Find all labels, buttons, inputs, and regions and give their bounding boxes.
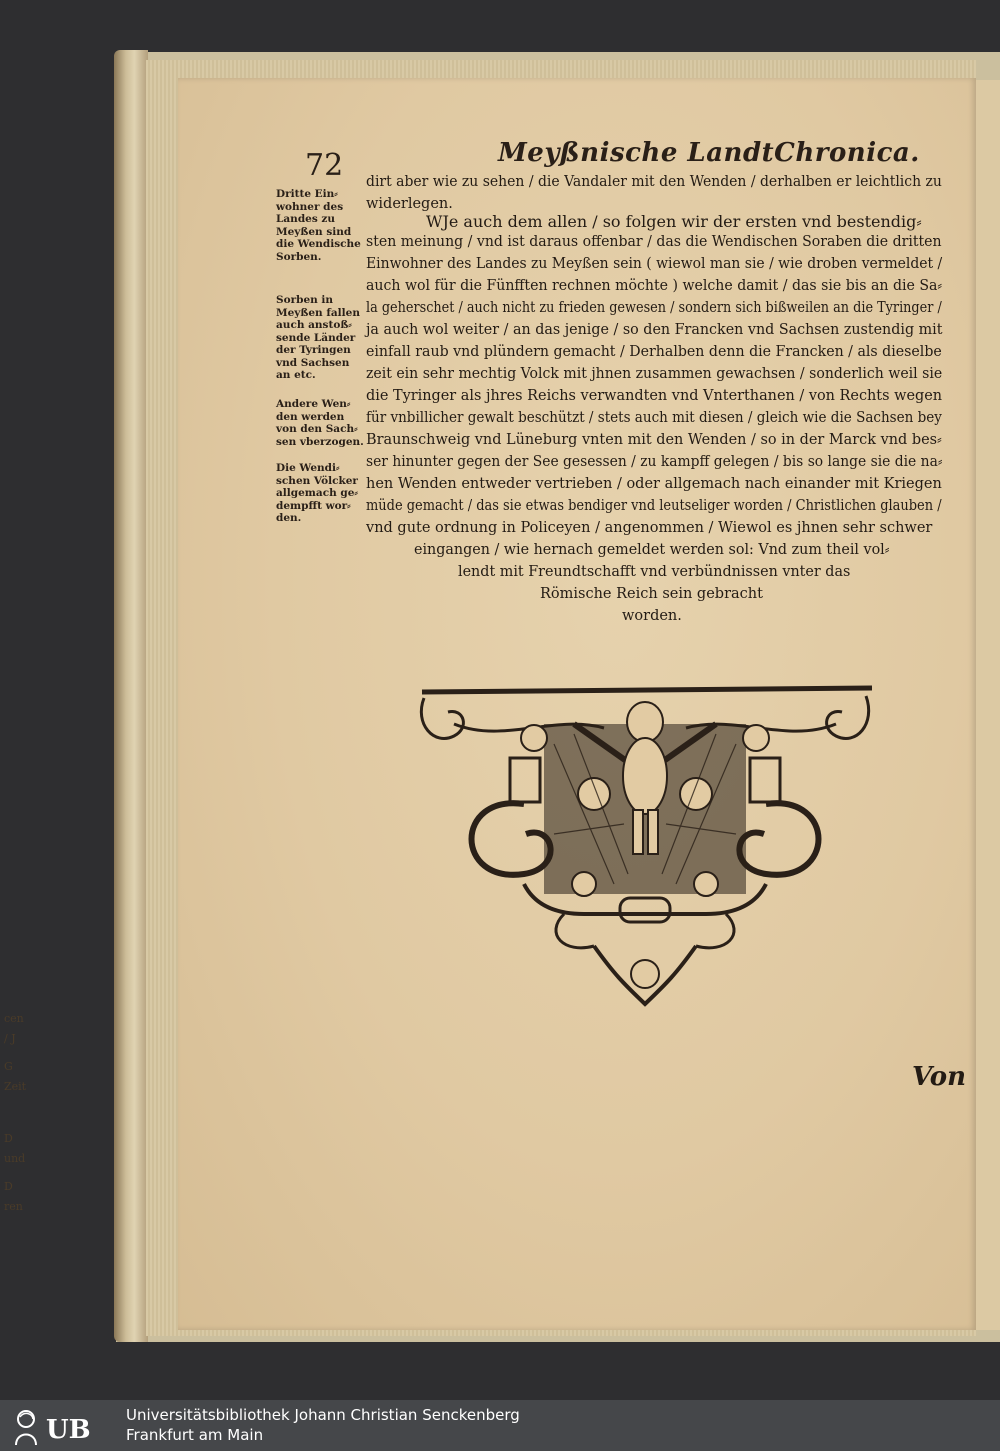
marginal-note-line: Meyßen sind [276,225,352,238]
marginal-note-line: schen Völcker [276,474,358,487]
text-line: lendt mit Freundtschafft vnd verbündnissen vnter das [458,564,851,580]
running-title: Meyßnische LandtChronica. [498,138,920,168]
text-line: eingangen / wie hernach gemeldet werden sol: Vnd zum theil vol⸗ [414,542,890,558]
marginal-note-line: allgemach ge⸗ [276,487,358,499]
catchword: Von [912,1062,967,1092]
text-line: zeit ein sehr mechtig Volck mit jhnen zusammen gewachsen / sonderlich weil sie [366,366,943,382]
marginal-note-line: Sorben. [276,250,322,263]
logo-text: UB [46,1415,91,1445]
marginal-note-line: den. [276,512,302,524]
marginal-note-2 [276,294,366,382]
next-page-fragment: ren [4,1200,23,1213]
marginal-note-line: Dritte Ein⸗ [276,188,338,200]
next-page-fragment: Zeit [4,1080,27,1093]
text-line: vnd gute ordnung in Policeyen / angenommen / Wiewol es jhnen sehr schwer [366,520,933,536]
text-line: WJe auch dem allen / so folgen wir der ersten vnd bestendig⸗ [426,212,922,231]
next-page-fragment: G [4,1060,13,1073]
marginal-note-4 [276,462,366,525]
text-line: la geherschet / auch nicht zu frieden gewesen / sondern sich bißweilen an die Tyringer / [366,300,942,316]
text-line: hen Wenden entweder vertrieben / oder allgemach nach einander mit Kriegen [366,476,942,492]
text-line: einfall raub vnd plündern gemacht / Derhalben denn die Francken / als dieselbe [366,344,942,360]
marginal-note-line: auch anstoß⸗ [276,319,352,331]
marginal-note-line: die Wendische [276,238,361,250]
text-line: für vnbillicher gewalt beschützt / stets auch mit diesen / gleich wie die Sachsen bey [366,410,942,426]
marginal-note-3 [276,398,366,448]
library-footer [0,1400,1000,1451]
next-page-fragment: / J [4,1032,16,1045]
text-line: Römische Reich sein gebracht [540,586,763,602]
text-line: auch wol für die Fünfften rechnen möchte ) welche damit / das sie bis an die Sa⸗ [366,278,943,294]
marginal-note-line: der Tyringen [276,344,351,356]
text-line: ja auch wol weiter / an das jenige / so den Francken vnd Sachsen zustendig mit [366,322,943,338]
text-line: widerlegen. [366,196,453,212]
text-line: dirt aber wie zu sehen / die Vandaler mit den Wenden / derhalben er leichtlich zu [366,174,942,190]
next-page-fragment: cen [4,1012,24,1025]
marginal-note-line: sende Länder [276,331,356,344]
text-line: müde gemacht / das sie etwas bendiger vnd leutseliger worden / Christlichen glauben / [366,498,942,514]
marginal-note-line: Sorben in [276,294,334,306]
marginal-note-line: dempfft wor⸗ [276,499,351,512]
marginal-note-line: sen vberzogen. [276,435,364,448]
marginal-note-line: den werden [276,410,345,423]
text-line: worden. [622,608,682,624]
text-line: Braunschweig vnd Lüneburg vnten mit den Wenden / so in der Marck vnd bes⸗ [366,432,942,448]
text-line: sten meinung / vnd ist daraus offenbar / das die Wendischen Soraben die dritten [366,234,942,250]
marginal-note-line: Meyßen fallen [276,306,360,319]
marginal-note-line: Landes zu [276,213,336,225]
next-page-fragment: D [4,1180,13,1193]
ub-logo-icon[interactable] [6,1405,116,1447]
marginal-note-line: von den Sach⸗ [276,423,358,435]
marginal-note-line: vnd Sachsen [276,356,350,369]
marginal-note-1 [276,188,366,263]
page-number: 72 [305,148,344,183]
library-location: Frankfurt am Main [126,1426,264,1444]
marginal-note-line: an etc. [276,369,316,381]
next-page-edge [976,80,1000,1330]
marginal-note-line: Andere Wen⸗ [276,398,351,410]
text-line: die Tyringer als jhres Reichs verwandten vnd Vnterthanen / von Rechts wegen [366,388,943,404]
marginal-note-line: wohner des [276,200,344,213]
text-line: Einwohner des Landes zu Meyßen sein ( wiewol man sie / wie droben vermeldet / [366,256,943,272]
next-page-fragment: und [4,1152,26,1165]
woodcut-ornament [414,684,876,1020]
text-line: ser hinunter gegen der See gesessen / zu kampff gelegen / bis so lange sie die na⸗ [366,454,943,470]
library-name: Universitätsbibliothek Johann Christian Senckenberg [126,1406,520,1424]
marginal-note-line: Die Wendi⸗ [276,462,340,474]
next-page-fragment: D [4,1132,13,1145]
book-spine [114,50,148,1342]
